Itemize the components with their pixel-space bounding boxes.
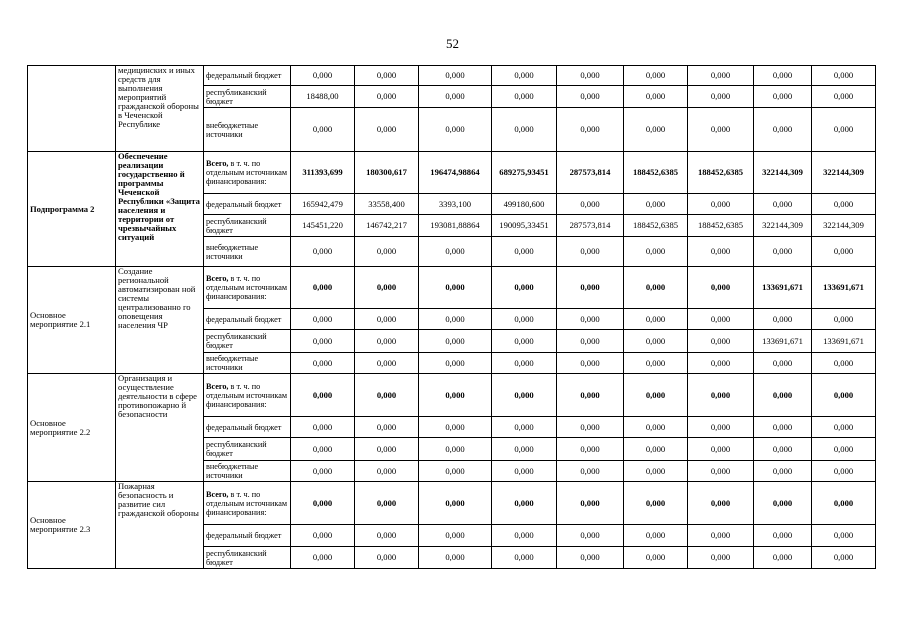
amount-cell: 0,000 xyxy=(624,547,688,569)
amount-cell: 0,000 xyxy=(492,237,557,267)
amount-cell: 689275,93451 xyxy=(492,152,557,194)
amount-cell: 133691,671 xyxy=(754,330,812,353)
amount-cell: 0,000 xyxy=(291,237,355,267)
page-number: 52 xyxy=(446,36,459,51)
amount-cell: 0,000 xyxy=(492,374,557,417)
funding-source-cell xyxy=(204,417,291,438)
amount-cell: 0,000 xyxy=(355,330,419,353)
amount-cell: 0,000 xyxy=(754,237,812,267)
amount-cell: 0,000 xyxy=(688,86,754,108)
amount-cell: 0,000 xyxy=(688,525,754,547)
amount-cell: 188452,6385 xyxy=(688,152,754,194)
amount-cell: 287573,814 xyxy=(557,215,624,237)
amount-cell: 0,000 xyxy=(355,86,419,108)
funding-source-cell xyxy=(204,267,291,309)
funding-source-label: в т. ч. по отдельным источникам финансирования: xyxy=(206,489,288,517)
funding-source-label: внебюджетные источники xyxy=(206,120,259,139)
amount-cell: 188452,6385 xyxy=(688,215,754,237)
amount-cell: 188452,6385 xyxy=(624,152,688,194)
event-name-cell: Организация и осуществление деятельности в сфере противопожарно й безопасности xyxy=(116,374,204,482)
amount-cell: 0,000 xyxy=(355,482,419,525)
amount-cell: 0,000 xyxy=(419,267,492,309)
amount-cell: 0,000 xyxy=(624,461,688,482)
funding-source-cell xyxy=(204,86,291,108)
funding-source-cell xyxy=(204,547,291,569)
amount-cell: 0,000 xyxy=(355,461,419,482)
amount-cell: 0,000 xyxy=(754,194,812,215)
amount-cell: 0,000 xyxy=(688,547,754,569)
amount-cell: 0,000 xyxy=(355,417,419,438)
funding-source-cell xyxy=(204,374,291,417)
amount-cell: 0,000 xyxy=(754,86,812,108)
amount-cell: 0,000 xyxy=(812,374,876,417)
amount-cell: 311393,699 xyxy=(291,152,355,194)
funding-source-cell xyxy=(204,525,291,547)
funding-source-label: федеральный бюджет xyxy=(206,199,282,209)
amount-cell: 33558,400 xyxy=(355,194,419,215)
amount-cell: 18488,00 xyxy=(291,86,355,108)
funding-source-label: в т. ч. по отдельным источникам финансирования: xyxy=(206,159,288,186)
funding-source-label: внебюджетные источники xyxy=(206,354,259,372)
funding-source-label: республиканский бюджет xyxy=(206,87,267,106)
funding-source-label: республиканский бюджет xyxy=(206,548,267,567)
amount-cell: 0,000 xyxy=(812,309,876,330)
amount-cell: 0,000 xyxy=(291,547,355,569)
amount-cell: 0,000 xyxy=(557,374,624,417)
table-row xyxy=(28,267,876,309)
table-row xyxy=(28,482,876,525)
funding-source-total-label: Всего, xyxy=(206,489,229,499)
amount-cell: 0,000 xyxy=(557,330,624,353)
funding-source-label: республиканский бюджет xyxy=(206,440,267,458)
amount-cell: 0,000 xyxy=(812,461,876,482)
amount-cell: 0,000 xyxy=(419,461,492,482)
amount-cell: 0,000 xyxy=(624,482,688,525)
amount-cell: 0,000 xyxy=(754,482,812,525)
amount-cell: 0,000 xyxy=(812,86,876,108)
amount-cell: 0,000 xyxy=(492,438,557,461)
amount-cell: 0,000 xyxy=(812,108,876,152)
amount-cell: 0,000 xyxy=(812,547,876,569)
amount-cell: 0,000 xyxy=(355,525,419,547)
amount-cell: 0,000 xyxy=(812,417,876,438)
funding-source-cell xyxy=(204,66,291,86)
amount-cell: 0,000 xyxy=(812,482,876,525)
amount-cell: 0,000 xyxy=(688,267,754,309)
amount-cell: 0,000 xyxy=(688,66,754,86)
amount-cell: 0,000 xyxy=(419,417,492,438)
funding-source-cell xyxy=(204,237,291,267)
program-cell xyxy=(28,66,116,152)
amount-cell: 0,000 xyxy=(291,417,355,438)
amount-cell: 0,000 xyxy=(812,194,876,215)
amount-cell: 0,000 xyxy=(492,66,557,86)
amount-cell: 0,000 xyxy=(557,309,624,330)
amount-cell: 0,000 xyxy=(557,66,624,86)
amount-cell: 0,000 xyxy=(754,417,812,438)
amount-cell: 287573,814 xyxy=(557,152,624,194)
budget-table-body xyxy=(28,66,876,569)
amount-cell: 0,000 xyxy=(557,108,624,152)
amount-cell: 0,000 xyxy=(557,194,624,215)
amount-cell: 0,000 xyxy=(355,267,419,309)
amount-cell: 0,000 xyxy=(557,353,624,374)
amount-cell: 0,000 xyxy=(812,353,876,374)
amount-cell: 0,000 xyxy=(624,194,688,215)
funding-source-cell xyxy=(204,330,291,353)
amount-cell: 0,000 xyxy=(291,482,355,525)
funding-source-cell xyxy=(204,482,291,525)
amount-cell: 0,000 xyxy=(812,438,876,461)
amount-cell: 322144,309 xyxy=(812,215,876,237)
amount-cell: 0,000 xyxy=(812,525,876,547)
funding-source-cell xyxy=(204,215,291,237)
funding-source-cell xyxy=(204,438,291,461)
amount-cell: 0,000 xyxy=(557,438,624,461)
program-cell: Основное мероприятие 2.2 xyxy=(28,374,116,482)
amount-cell: 0,000 xyxy=(624,525,688,547)
amount-cell: 0,000 xyxy=(624,267,688,309)
amount-cell: 0,000 xyxy=(754,525,812,547)
program-cell: Основное мероприятие 2.1 xyxy=(28,267,116,374)
amount-cell: 0,000 xyxy=(624,417,688,438)
amount-cell: 0,000 xyxy=(754,353,812,374)
amount-cell: 145451,220 xyxy=(291,215,355,237)
amount-cell: 146742,217 xyxy=(355,215,419,237)
amount-cell: 0,000 xyxy=(754,309,812,330)
amount-cell: 0,000 xyxy=(492,482,557,525)
amount-cell: 0,000 xyxy=(624,237,688,267)
amount-cell: 0,000 xyxy=(291,267,355,309)
amount-cell: 0,000 xyxy=(419,237,492,267)
amount-cell: 0,000 xyxy=(419,525,492,547)
amount-cell: 0,000 xyxy=(492,461,557,482)
amount-cell: 0,000 xyxy=(492,267,557,309)
amount-cell: 133691,671 xyxy=(754,267,812,309)
funding-source-total-label: Всего, xyxy=(206,159,229,168)
funding-source-label: внебюджетные источники xyxy=(206,462,259,480)
amount-cell: 0,000 xyxy=(557,237,624,267)
amount-cell: 0,000 xyxy=(419,86,492,108)
amount-cell: 0,000 xyxy=(492,108,557,152)
amount-cell: 0,000 xyxy=(492,330,557,353)
table-row xyxy=(28,374,876,417)
amount-cell: 0,000 xyxy=(355,237,419,267)
amount-cell: 0,000 xyxy=(754,108,812,152)
funding-source-total-label: Всего, xyxy=(206,274,229,283)
amount-cell: 0,000 xyxy=(291,66,355,86)
amount-cell: 0,000 xyxy=(688,438,754,461)
event-name-cell: Пожарная безопасность и развитие сил гражданской обороны xyxy=(116,482,204,569)
amount-cell: 0,000 xyxy=(557,86,624,108)
funding-source-cell xyxy=(204,108,291,152)
amount-cell: 0,000 xyxy=(754,547,812,569)
funding-source-label: федеральный бюджет xyxy=(206,422,282,432)
amount-cell: 0,000 xyxy=(688,482,754,525)
amount-cell: 0,000 xyxy=(688,330,754,353)
amount-cell: 0,000 xyxy=(688,108,754,152)
amount-cell: 0,000 xyxy=(419,547,492,569)
amount-cell: 0,000 xyxy=(557,482,624,525)
amount-cell: 0,000 xyxy=(812,237,876,267)
amount-cell: 193081,88864 xyxy=(419,215,492,237)
funding-source-cell xyxy=(204,353,291,374)
amount-cell: 0,000 xyxy=(688,309,754,330)
amount-cell: 0,000 xyxy=(688,194,754,215)
amount-cell: 0,000 xyxy=(492,353,557,374)
amount-cell: 0,000 xyxy=(688,237,754,267)
funding-source-label: в т. ч. по отдельным источникам финансирования: xyxy=(206,274,288,301)
amount-cell: 0,000 xyxy=(688,353,754,374)
table-row xyxy=(28,66,876,86)
amount-cell: 0,000 xyxy=(754,66,812,86)
amount-cell: 0,000 xyxy=(419,482,492,525)
amount-cell: 0,000 xyxy=(291,461,355,482)
amount-cell: 0,000 xyxy=(291,309,355,330)
event-name-cell: Обеспечение реализации государственно й программы Чеченской Республики «Защита населения и территории от чрезвычайных ситуаций xyxy=(116,152,204,267)
amount-cell: 0,000 xyxy=(557,525,624,547)
amount-cell: 0,000 xyxy=(624,353,688,374)
amount-cell: 0,000 xyxy=(754,461,812,482)
amount-cell: 0,000 xyxy=(557,417,624,438)
amount-cell: 133691,671 xyxy=(812,267,876,309)
amount-cell: 0,000 xyxy=(492,547,557,569)
funding-source-label: федеральный бюджет xyxy=(206,531,282,540)
amount-cell: 0,000 xyxy=(291,353,355,374)
amount-cell: 0,000 xyxy=(557,461,624,482)
amount-cell: 188452,6385 xyxy=(624,215,688,237)
amount-cell: 0,000 xyxy=(688,374,754,417)
amount-cell: 190095,33451 xyxy=(492,215,557,237)
amount-cell: 0,000 xyxy=(754,438,812,461)
funding-source-cell xyxy=(204,461,291,482)
funding-source-cell xyxy=(204,194,291,215)
amount-cell: 322144,309 xyxy=(812,152,876,194)
amount-cell: 0,000 xyxy=(355,108,419,152)
amount-cell: 0,000 xyxy=(812,66,876,86)
funding-source-label: федеральный бюджет xyxy=(206,314,282,324)
amount-cell: 0,000 xyxy=(492,309,557,330)
funding-source-cell xyxy=(204,152,291,194)
amount-cell: 0,000 xyxy=(419,108,492,152)
amount-cell: 0,000 xyxy=(624,86,688,108)
amount-cell: 0,000 xyxy=(419,438,492,461)
program-cell: Подпрограмма 2 xyxy=(28,152,116,267)
amount-cell: 0,000 xyxy=(355,353,419,374)
amount-cell: 0,000 xyxy=(419,374,492,417)
amount-cell: 165942,479 xyxy=(291,194,355,215)
amount-cell: 322144,309 xyxy=(754,152,812,194)
amount-cell: 0,000 xyxy=(688,417,754,438)
amount-cell: 133691,671 xyxy=(812,330,876,353)
amount-cell: 0,000 xyxy=(291,525,355,547)
amount-cell: 0,000 xyxy=(291,108,355,152)
amount-cell: 0,000 xyxy=(557,547,624,569)
amount-cell: 0,000 xyxy=(754,374,812,417)
amount-cell: 0,000 xyxy=(355,309,419,330)
amount-cell: 0,000 xyxy=(492,525,557,547)
funding-source-label: республиканский бюджет xyxy=(206,216,267,235)
amount-cell: 0,000 xyxy=(291,374,355,417)
amount-cell: 180300,617 xyxy=(355,152,419,194)
amount-cell: 0,000 xyxy=(688,461,754,482)
amount-cell: 0,000 xyxy=(355,374,419,417)
amount-cell: 0,000 xyxy=(291,330,355,353)
program-cell: Основное мероприятие 2.3 xyxy=(28,482,116,569)
amount-cell: 0,000 xyxy=(291,438,355,461)
amount-cell: 0,000 xyxy=(624,66,688,86)
funding-source-label: внебюджетные источники xyxy=(206,242,259,261)
amount-cell: 0,000 xyxy=(624,374,688,417)
amount-cell: 0,000 xyxy=(624,309,688,330)
amount-cell: 0,000 xyxy=(355,438,419,461)
funding-source-label: в т. ч. по отдельным источникам финансирования: xyxy=(206,381,288,409)
amount-cell: 3393,100 xyxy=(419,194,492,215)
amount-cell: 0,000 xyxy=(355,66,419,86)
event-name-cell: Создание региональной автоматизирован ной системы централизованно го оповещения населения ЧР xyxy=(116,267,204,374)
amount-cell: 0,000 xyxy=(355,547,419,569)
table-row xyxy=(28,152,876,194)
event-name-cell: медицинских и иных средств для выполнения мероприятий гражданской обороны в Чеченской Республике xyxy=(116,66,204,152)
budget-table xyxy=(27,65,876,569)
amount-cell: 0,000 xyxy=(624,438,688,461)
amount-cell: 322144,309 xyxy=(754,215,812,237)
amount-cell: 0,000 xyxy=(419,309,492,330)
funding-source-cell xyxy=(204,309,291,330)
funding-source-label: федеральный бюджет xyxy=(206,71,282,80)
amount-cell: 196474,98864 xyxy=(419,152,492,194)
amount-cell: 0,000 xyxy=(557,267,624,309)
amount-cell: 0,000 xyxy=(419,330,492,353)
funding-source-label: республиканский бюджет xyxy=(206,332,267,350)
amount-cell: 499180,600 xyxy=(492,194,557,215)
funding-source-total-label: Всего, xyxy=(206,381,229,391)
amount-cell: 0,000 xyxy=(624,108,688,152)
amount-cell: 0,000 xyxy=(492,417,557,438)
amount-cell: 0,000 xyxy=(419,66,492,86)
amount-cell: 0,000 xyxy=(624,330,688,353)
amount-cell: 0,000 xyxy=(492,86,557,108)
amount-cell: 0,000 xyxy=(419,353,492,374)
